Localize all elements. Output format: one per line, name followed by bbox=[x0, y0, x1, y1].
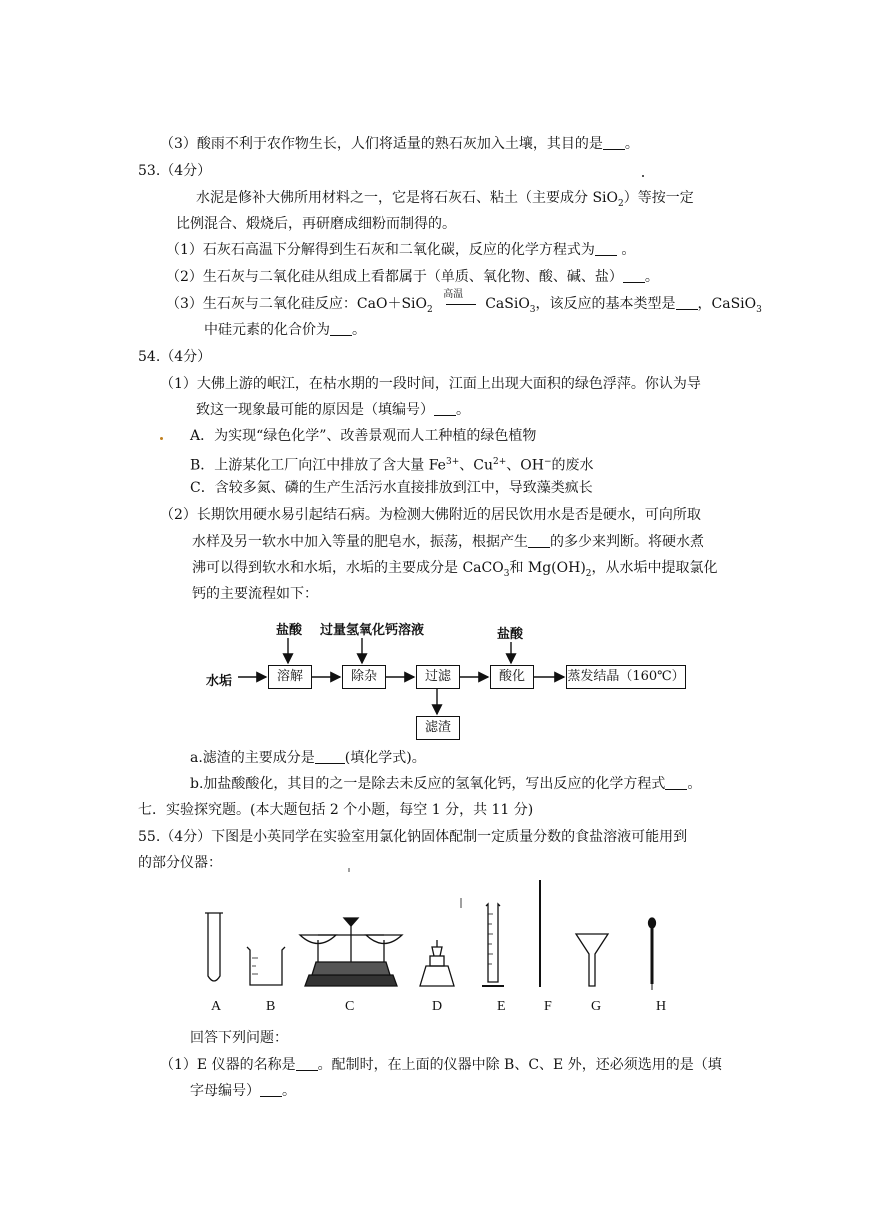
instrument-label-d: D bbox=[432, 999, 443, 1014]
flow-step-filter: 过滤 bbox=[416, 665, 460, 689]
flow-step-acidify: 酸化 bbox=[490, 665, 534, 689]
test-tube-icon bbox=[205, 913, 223, 981]
q53-part3: （3）生石灰与二氧化硅反应：CaO＋SiO$_2$ 高温 CaSiO$_3$，该反应的基本类型是 ，CaSiO$_3$ bbox=[166, 294, 762, 320]
instrument-label-b: B bbox=[266, 999, 276, 1014]
reagent-calcium-hydroxide: 过量氢氧化钙溶液 bbox=[320, 623, 425, 638]
flow-step-dissolve: 溶解 bbox=[268, 665, 312, 689]
graduated-cylinder-icon bbox=[461, 898, 504, 986]
dropper-icon bbox=[649, 918, 656, 990]
q55-part1-line1: （1）E 仪器的名称是 。配制时，在上面的仪器中除 B、C、E 外，还必须选用的是（填 bbox=[160, 1057, 722, 1073]
flow-step-evaporate-crystallize: 蒸发结晶（160℃） bbox=[566, 665, 686, 689]
q54-option-a: A．为实现“绿色化学”、改善景观而人工种植的绿色植物 bbox=[190, 428, 537, 444]
answer-blank[interactable] bbox=[260, 1082, 282, 1097]
q53-part1: （1）石灰石高温下分解得到生石灰和二氧化碳，反应的化学方程式为 。 bbox=[166, 242, 636, 258]
q52-part3: （3）酸雨不利于农作物生长，人们将适量的熟石灰加入土壤，其目的是 。 bbox=[160, 136, 639, 152]
q53-intro-line2: 比例混合、煅烧后，再研磨成细粉而制得的。 bbox=[176, 216, 456, 232]
q54-part2-line2: 水样及另一软水中加入等量的肥皂水，振荡，根据产生 的多少来判断。将硬水煮 bbox=[192, 534, 704, 550]
instrument-label-h: H bbox=[656, 999, 667, 1014]
funnel-icon bbox=[576, 934, 608, 986]
instrument-label-a: A bbox=[211, 999, 222, 1014]
alcohol-lamp-icon bbox=[420, 940, 454, 986]
q53-header: 53.（4分） bbox=[138, 163, 212, 179]
instrument-label-c: C bbox=[345, 999, 355, 1014]
q54-part2-line1: （2）长期饮用硬水易引起结石病。为检测大佛附近的居民饮用水是否是硬水，可向所取 bbox=[160, 507, 701, 523]
q55-answer-prompt: 回答下列问题： bbox=[190, 1030, 288, 1046]
balance-scale-icon bbox=[300, 868, 402, 986]
q54-sub-a: a.滤渣的主要成分是 (填化学式)。 bbox=[190, 750, 426, 766]
flow-residue: 滤渣 bbox=[416, 716, 460, 740]
q55-intro-line2: 的部分仪器： bbox=[138, 855, 222, 871]
q53-part2: （2）生石灰与二氧化硅从组成上看都属于（单质、氧化物、酸、碱、盐） 。 bbox=[166, 269, 659, 285]
q54-option-b: B．上游某化工厂向江中排放了含大量 $Fe^{3+}$、$Cu^{2+}$、OH−的废水 bbox=[190, 457, 594, 474]
q55-intro-line1: 55.（4分）下图是小英同学在实验室用氯化钠固体配制一定质量分数的食盐溶液可能用到 bbox=[138, 829, 688, 845]
reagent-hydrochloric-acid-1: 盐酸 bbox=[276, 623, 303, 638]
q54-option-c: C．含较多氮、磷的生产生活污水直接排放到江中，导致藻类疯长 bbox=[190, 480, 593, 496]
q54-part2-line4: 钙的主要流程如下： bbox=[192, 586, 318, 602]
reagent-hydrochloric-acid-2: 盐酸 bbox=[497, 627, 524, 642]
q54-part1-line1: （1）大佛上游的岷江，在枯水期的一段时间，江面上出现大面积的绿色浮萍。你认为导 bbox=[160, 376, 701, 392]
instrument-label-g: G bbox=[591, 999, 602, 1014]
q55-part1-line2: 字母编号） 。 bbox=[190, 1083, 296, 1099]
answer-blank[interactable] bbox=[296, 1056, 318, 1071]
section-7-heading: 七．实验探究题。(本大题包括 2 个小题，每空 1 分，共 11 分) bbox=[138, 802, 534, 818]
flow-step-remove-impurities: 除杂 bbox=[342, 665, 386, 689]
q53-part3-cont: 中硅元素的化合价为 。 bbox=[204, 322, 366, 338]
flow-input-scale: 水垢 bbox=[206, 674, 233, 689]
instrument-label-e: E bbox=[497, 999, 506, 1014]
beaker-icon bbox=[247, 947, 285, 985]
q54-header: 54.（4分） bbox=[138, 349, 212, 365]
q53-intro-line1: 水泥是修补大佛所用材料之一，它是将石灰石、粘土（主要成分 SiO$_2$）等按一定 bbox=[196, 190, 694, 209]
instrument-label-f: F bbox=[544, 999, 552, 1014]
q54-sub-b: b.加盐酸酸化，其目的之一是除去未反应的氢氧化钙，写出反应的化学方程式 。 bbox=[190, 776, 702, 792]
q54-part2-line3: 沸可以得到软水和水垢，水垢的主要成分是 CaCO$_3$和 $Mg(OH)_2$，从水垢中提取氯化 bbox=[192, 560, 718, 579]
q54-part1-line2: 致这一现象最可能的原因是（填编号） 。 bbox=[196, 402, 470, 418]
reaction-condition: 高温 bbox=[443, 289, 464, 300]
